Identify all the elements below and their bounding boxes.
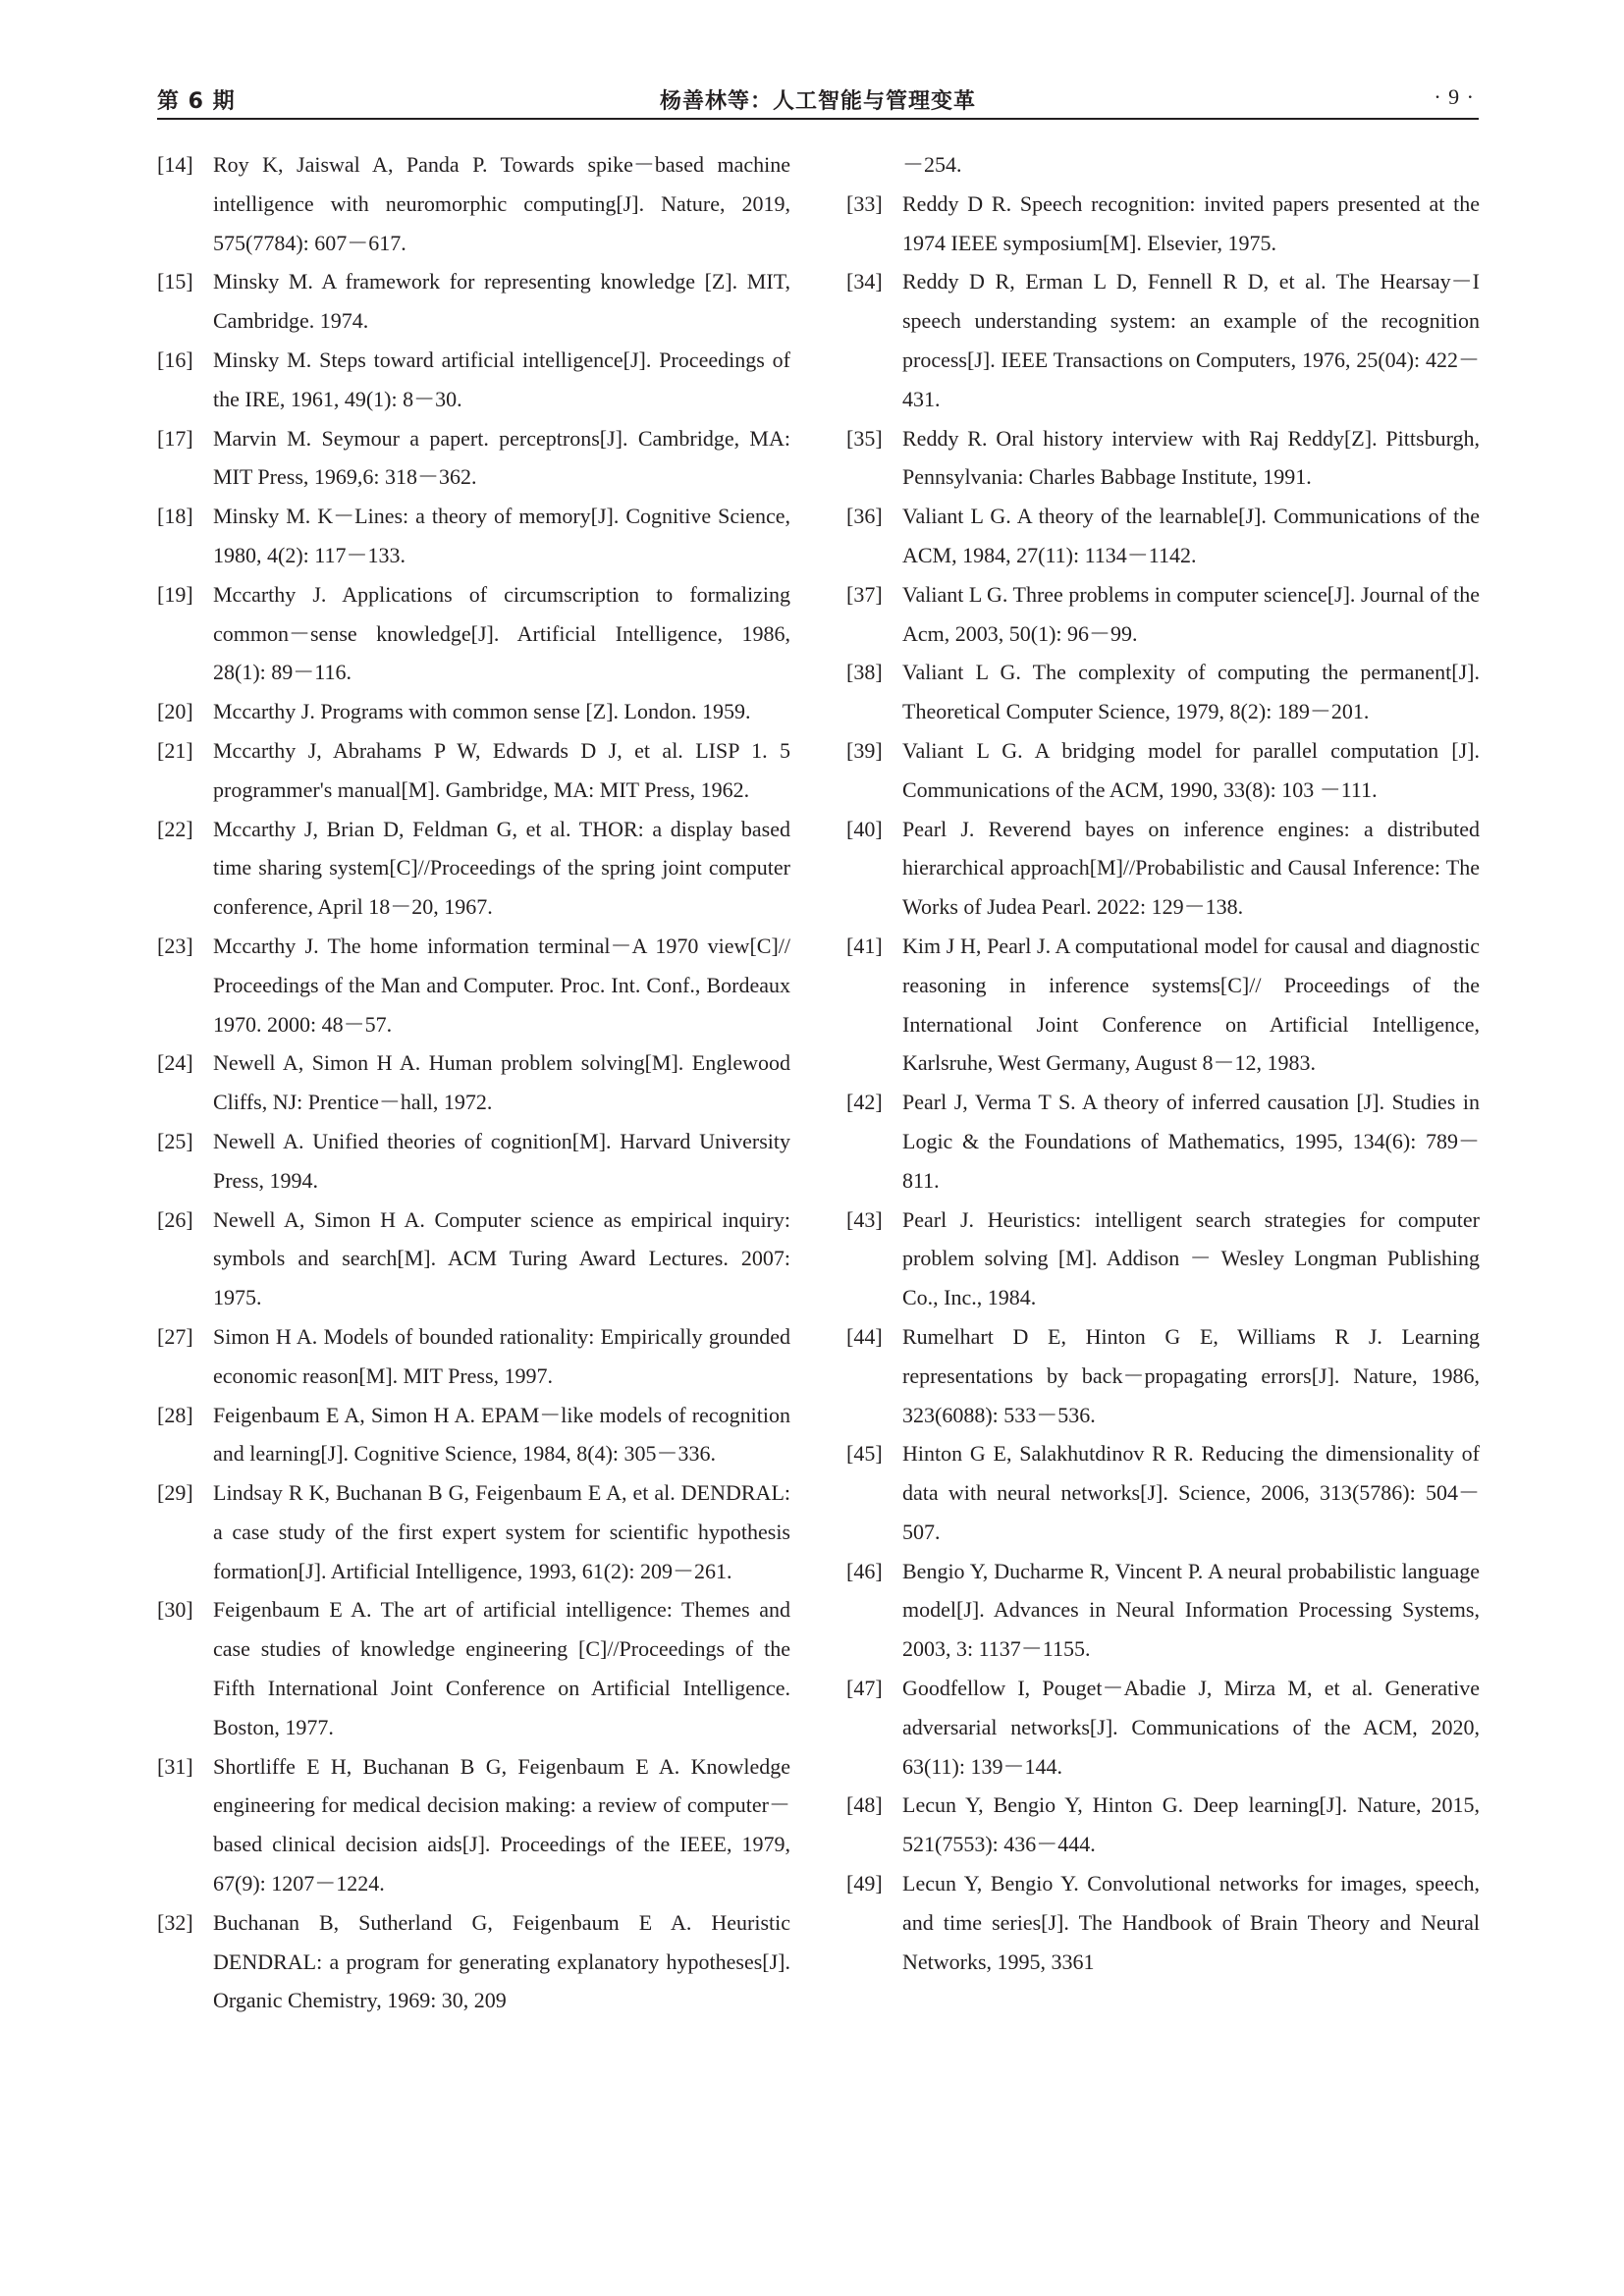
reference-number: [30] bbox=[157, 1597, 193, 1623]
reference-entry bbox=[846, 653, 1480, 731]
reference-entry bbox=[157, 1317, 790, 1396]
reference-number: [36] bbox=[846, 504, 883, 529]
reference-text: Kim J H, Pearl J. A computational model for causal and diagnostic reasoning in inference systems[C]// Proceedings of the International Joint Conference on Artificial Intelligence, Karlsruhe, West Germany, August 8－12, 1983. bbox=[902, 933, 1480, 1076]
reference-entry bbox=[157, 1473, 790, 1590]
reference-number: [31] bbox=[157, 1753, 193, 1779]
reference-number: [35] bbox=[846, 425, 883, 451]
reference-number: [44] bbox=[846, 1323, 883, 1349]
reference-text: Newell A, Simon H A. Computer science as empirical inquiry: symbols and search[M]. ACM Turing Award Lectures. 2007: 1975. bbox=[213, 1206, 790, 1310]
reference-number: [17] bbox=[157, 425, 193, 451]
reference-text: Marvin M. Seymour a papert. perceptrons[J]. Cambridge, MA: MIT Press, 1969,6: 318－362. bbox=[213, 425, 790, 490]
reference-number: [15] bbox=[157, 269, 193, 294]
reference-entry bbox=[846, 1669, 1480, 1786]
reference-entry bbox=[846, 262, 1480, 418]
reference-number: [20] bbox=[157, 699, 193, 724]
reference-text: Lecun Y, Bengio Y. Convolutional networks for images, speech, and time series[J]. The Handbook of Brain Theory and Neural Networks, 1995, 3361 bbox=[902, 1871, 1480, 1974]
reference-number: [37] bbox=[846, 581, 883, 607]
reference-text: Valiant L G. The complexity of computing the permanent[J]. Theoretical Computer Science, 1979, 8(2): 189－201. bbox=[902, 660, 1480, 724]
reference-text: Simon H A. Models of bounded rationality: Empirically grounded economic reason[M]. MIT Press, 1997. bbox=[213, 1323, 790, 1388]
reference-entry bbox=[157, 145, 790, 262]
reference-text: Valiant L G. A theory of the learnable[J]. Communications of the ACM, 1984, 27(11): 1134－1142. bbox=[902, 504, 1480, 567]
reference-entry bbox=[157, 1903, 790, 2020]
reference-entry bbox=[157, 1201, 790, 1317]
running-title: 杨善林等：人工智能与管理变革 bbox=[659, 89, 976, 114]
reference-entry bbox=[846, 731, 1480, 810]
reference-entry bbox=[846, 1083, 1480, 1200]
reference-entry bbox=[846, 1786, 1480, 1864]
reference-number: [42] bbox=[846, 1090, 883, 1115]
reference-text: Mccarthy J. The home information terminal－A 1970 view[C]// Proceedings of the Man and Computer. Proc. Int. Conf., Bordeaux 1970. 2000: 48－57. bbox=[213, 933, 790, 1037]
reference-text: Feigenbaum E A, Simon H A. EPAM－like models of recognition and learning[J]. Cognitive Science, 1984, 8(4): 305－336. bbox=[213, 1402, 790, 1467]
reference-number: [21] bbox=[157, 737, 193, 763]
reference-entry bbox=[846, 1552, 1480, 1669]
reference-text: Pearl J. Reverend bayes on inference engines: a distributed hierarchical approach[M]//Probabilistic and Causal Inference: The Works of Judea Pearl. 2022: 129－138. bbox=[902, 816, 1480, 920]
reference-number: [48] bbox=[846, 1792, 883, 1818]
reference-text: Lindsay R K, Buchanan B G, Feigenbaum E A, et al. DENDRAL: a case study of the first expert system for scientific hypothesis formation[J]. Artificial Intelligence, 1993, 61(2): 209－261. bbox=[213, 1480, 790, 1583]
issue-number: 第 6 期 bbox=[157, 89, 236, 114]
reference-number: [16] bbox=[157, 347, 193, 372]
reference-entry bbox=[157, 927, 790, 1043]
reference-entry bbox=[157, 1747, 790, 1903]
reference-entry bbox=[157, 731, 790, 810]
reference-entry bbox=[157, 575, 790, 692]
reference-entry bbox=[846, 927, 1480, 1083]
reference-text: Valiant L G. Three problems in computer science[J]. Journal of the Acm, 2003, 50(1): 96－99. bbox=[902, 581, 1480, 646]
reference-number: [32] bbox=[157, 1909, 193, 1935]
reference-number: [14] bbox=[157, 152, 193, 177]
reference-text: Lecun Y, Bengio Y, Hinton G. Deep learning[J]. Nature, 2015, 521(7553): 436－444. bbox=[902, 1792, 1480, 1857]
page-number: · 9 · bbox=[1434, 84, 1475, 109]
reference-entry bbox=[846, 185, 1480, 263]
reference-entry bbox=[846, 497, 1480, 575]
reference-text: Minsky M. A framework for representing knowledge [Z]. MIT, Cambridge. 1974. bbox=[213, 269, 790, 334]
reference-text: Pearl J. Heuristics: intelligent search strategies for computer problem solving [M]. Addison － Wesley Longman Publishing Co., Inc., 1984. bbox=[902, 1206, 1480, 1310]
reference-entry bbox=[157, 497, 790, 575]
references-left-column bbox=[157, 145, 790, 2020]
reference-continuation: －254. bbox=[902, 152, 962, 177]
reference-number: [47] bbox=[846, 1676, 883, 1701]
reference-text: Hinton G E, Salakhutdinov R R. Reducing the dimensionality of data with neural networks[J]. Science, 2006, 313(5786): 504－507. bbox=[902, 1441, 1480, 1544]
reference-number: [24] bbox=[157, 1050, 193, 1076]
reference-text: Mccarthy J. Applications of circumscription to formalizing common－sense knowledge[J]. Artificial Intelligence, 1986, 28(1): 89－116. bbox=[213, 581, 790, 685]
reference-entry bbox=[157, 810, 790, 927]
running-header bbox=[157, 84, 1479, 120]
reference-number: [23] bbox=[157, 933, 193, 958]
reference-entry bbox=[157, 1043, 790, 1122]
reference-entry bbox=[157, 692, 790, 731]
references-right-column bbox=[846, 145, 1480, 1981]
reference-text: Valiant L G. A bridging model for parallel computation [J]. Communications of the ACM, 1990, 33(8): 103 －111. bbox=[902, 737, 1480, 802]
reference-number: [33] bbox=[846, 190, 883, 216]
reference-entry bbox=[157, 262, 790, 341]
reference-text: Newell A, Simon H A. Human problem solving[M]. Englewood Cliffs, NJ: Prentice－hall, 1972. bbox=[213, 1050, 790, 1115]
reference-number: [27] bbox=[157, 1323, 193, 1349]
reference-text: Minsky M. Steps toward artificial intelligence[J]. Proceedings of the IRE, 1961, 49(1): 8－30. bbox=[213, 347, 790, 411]
reference-text: Roy K, Jaiswal A, Panda P. Towards spike－based machine intelligence with neuromorphic computing[J]. Nature, 2019, 575(7784): 607－617. bbox=[213, 152, 790, 255]
reference-text: Buchanan B, Sutherland G, Feigenbaum E A. Heuristic DENDRAL: a program for generating explanatory hypotheses[J]. Organic Chemistry, 1969: 30, 209 bbox=[213, 1909, 790, 2013]
reference-number: [49] bbox=[846, 1871, 883, 1896]
reference-text: Mccarthy J, Abrahams P W, Edwards D J, et al. LISP 1. 5 programmer's manual[M]. Gambridge, MA: MIT Press, 1962. bbox=[213, 737, 790, 802]
reference-entry bbox=[846, 1434, 1480, 1551]
reference-entry bbox=[846, 1864, 1480, 1981]
reference-text: Pearl J, Verma T S. A theory of inferred causation [J]. Studies in Logic & the Foundations of Mathematics, 1995, 134(6): 789－811. bbox=[902, 1090, 1480, 1193]
reference-number: [45] bbox=[846, 1441, 883, 1467]
reference-entry bbox=[846, 575, 1480, 654]
reference-text: Feigenbaum E A. The art of artificial intelligence: Themes and case studies of knowledge engineering [C]//Proceedings of the Fifth International Joint Conference on Artificial Intelligence. Boston, 1977. bbox=[213, 1597, 790, 1739]
reference-number: [29] bbox=[157, 1480, 193, 1506]
reference-text: Minsky M. K－Lines: a theory of memory[J]. Cognitive Science, 1980, 4(2): 117－133. bbox=[213, 504, 790, 567]
reference-entry bbox=[846, 1201, 1480, 1317]
reference-number: [19] bbox=[157, 581, 193, 607]
reference-text: Reddy R. Oral history interview with Raj Reddy[Z]. Pittsburgh, Pennsylvania: Charles Babbage Institute, 1991. bbox=[902, 425, 1480, 490]
reference-number: [39] bbox=[846, 737, 883, 763]
reference-number: [34] bbox=[846, 269, 883, 294]
reference-text: Reddy D R, Erman L D, Fennell R D, et al. The Hearsay－I speech understanding system: an example of the recognition process[J]. IEEE Transactions on Computers, 1976, 25(04): 422－431. bbox=[902, 269, 1480, 411]
reference-text: Mccarthy J, Brian D, Feldman G, et al. THOR: a display based time sharing system[C]//Proceedings of the spring joint computer conference, April 18－20, 1967. bbox=[213, 816, 790, 920]
reference-entry bbox=[157, 419, 790, 498]
reference-number: [18] bbox=[157, 504, 193, 529]
reference-number: [41] bbox=[846, 933, 883, 958]
reference-text: Goodfellow I, Pouget－Abadie J, Mirza M, et al. Generative adversarial networks[J]. Communications of the ACM, 2020, 63(11): 139－144. bbox=[902, 1676, 1480, 1779]
reference-number: [38] bbox=[846, 660, 883, 685]
reference-number: [28] bbox=[157, 1402, 193, 1427]
reference-number: [26] bbox=[157, 1206, 193, 1232]
reference-text: Newell A. Unified theories of cognition[M]. Harvard University Press, 1994. bbox=[213, 1128, 790, 1193]
reference-text: Mccarthy J. Programs with common sense [Z]. London. 1959. bbox=[213, 699, 751, 724]
reference-number: [25] bbox=[157, 1128, 193, 1153]
reference-text: Shortliffe E H, Buchanan B G, Feigenbaum E A. Knowledge engineering for medical decision making: a review of computer－based clinical decision aids[J]. Proceedings of the IEEE, 1979, 67(9): 1207－1224. bbox=[213, 1753, 790, 1896]
reference-number: [46] bbox=[846, 1558, 883, 1583]
reference-entry bbox=[157, 1122, 790, 1201]
reference-entry bbox=[157, 1590, 790, 1746]
reference-entry bbox=[846, 810, 1480, 927]
reference-entry bbox=[157, 1396, 790, 1474]
reference-number: [22] bbox=[157, 816, 193, 841]
reference-number: [40] bbox=[846, 816, 883, 841]
reference-text: Bengio Y, Ducharme R, Vincent P. A neural probabilistic language model[J]. Advances in Neural Information Processing Systems, 2003, 3: 1137－1155. bbox=[902, 1558, 1480, 1662]
reference-text: Rumelhart D E, Hinton G E, Williams R J. Learning representations by back－propagating errors[J]. Nature, 1986, 323(6088): 533－536. bbox=[902, 1323, 1480, 1427]
reference-entry bbox=[846, 1317, 1480, 1434]
reference-entry bbox=[846, 419, 1480, 498]
reference-entry bbox=[157, 341, 790, 419]
reference-number: [43] bbox=[846, 1206, 883, 1232]
reference-text: Reddy D R. Speech recognition: invited papers presented at the 1974 IEEE symposium[M]. Elsevier, 1975. bbox=[902, 190, 1480, 255]
